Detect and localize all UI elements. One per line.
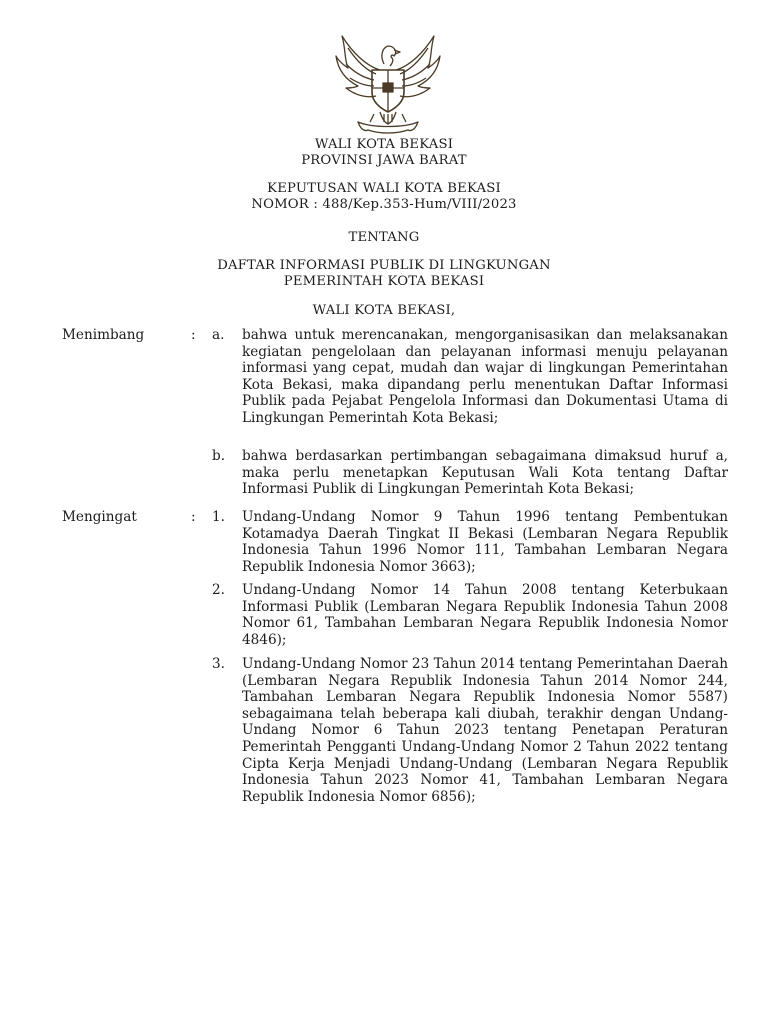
mengingat-item-2 [212,582,728,648]
decree-number: NOMOR : 488/Kep.353-Hum/VIII/2023 [251,197,517,212]
mengingat-label: Mengingat [62,509,137,525]
item-text: Undang-Undang Nomor 14 Tahun 2008 tentang Keterbukaan Informasi Publik (Lembaran Negara Republik Indonesia Tahun 2008 Nomor 61, Tambahan Lembaran Negara Republik Indonesia Nomor 4846); [242,582,728,648]
garuda-emblem-icon [328,30,448,134]
menimbang-colon: : [191,327,196,343]
item-marker: 3. [212,656,225,672]
issuer-heading: WALI KOTA BEKASI, [312,303,456,318]
tentang-heading: TENTANG [348,230,420,245]
item-marker: 2. [212,582,225,598]
header-line-1: WALI KOTA BEKASI [314,137,454,152]
menimbang-label: Menimbang [62,327,145,343]
header-line-2: PROVINSI JAWA BARAT [301,153,467,168]
item-text: bahwa untuk merencanakan, mengorganisasikan dan melaksanakan kegiatan pengelolaan dan pelayanan informasi menuju pelayanan informasi yang cepat, mudah dan wajar di lingkungan Pemerintahan Kota Bekasi, maka dipandang perlu menentukan Daftar Informasi Publik pada Pejabat Pengelola Informasi dan Dokumentasi Utama di Lingkungan Pemerintah Kota Bekasi; [242,327,728,426]
mengingat-item-1 [212,509,728,575]
subject-line-2: PEMERINTAH KOTA BEKASI [283,274,485,289]
item-marker: a. [212,327,225,343]
item-text: bahwa berdasarkan pertimbangan sebagaimana dimaksud huruf a, maka perlu menetapkan Keputusan Wali Kota tentang Daftar Informasi Publik di Lingkungan Pemerintah Kota Bekasi; [242,448,728,498]
subject-line-1: DAFTAR INFORMASI PUBLIK DI LINGKUNGAN [217,258,551,273]
decree-title: KEPUTUSAN WALI KOTA BEKASI [267,181,501,196]
mengingat-item-3 [212,656,728,805]
item-text: Undang-Undang Nomor 9 Tahun 1996 tentang Pembentukan Kotamadya Daerah Tingkat II Bekasi (Lembaran Negara Republik Indonesia Tahun 1996 Nomor 111, Tambahan Lembaran Negara Republik Indonesia Nomor 3663); [242,509,728,575]
item-marker: b. [212,448,226,464]
menimbang-item-a [212,327,728,427]
mengingat-colon: : [191,509,196,525]
item-text: Undang-Undang Nomor 23 Tahun 2014 tentang Pemerintahan Daerah (Lembaran Negara Republik Indonesia Tahun 2014 Nomor 244, Tambahan Lembaran Negara Republik Indonesia Nomor 5587) sebagaimana telah beberapa kali diubah, terakhir dengan Undang-Undang Nomor 6 Tahun 2023 tentang Penetapan Peraturan Pemerintah Pengganti Undang-Undang Nomor 2 Tahun 2022 tentang Cipta Kerja Menjadi Undang-Undang (Lembaran Negara Republik Indonesia Tahun 2023 Nomor 41, Tambahan Lembaran Negara Republik Indonesia Nomor 6856); [242,656,728,805]
item-marker: 1. [212,509,225,525]
menimbang-item-b [212,448,728,498]
